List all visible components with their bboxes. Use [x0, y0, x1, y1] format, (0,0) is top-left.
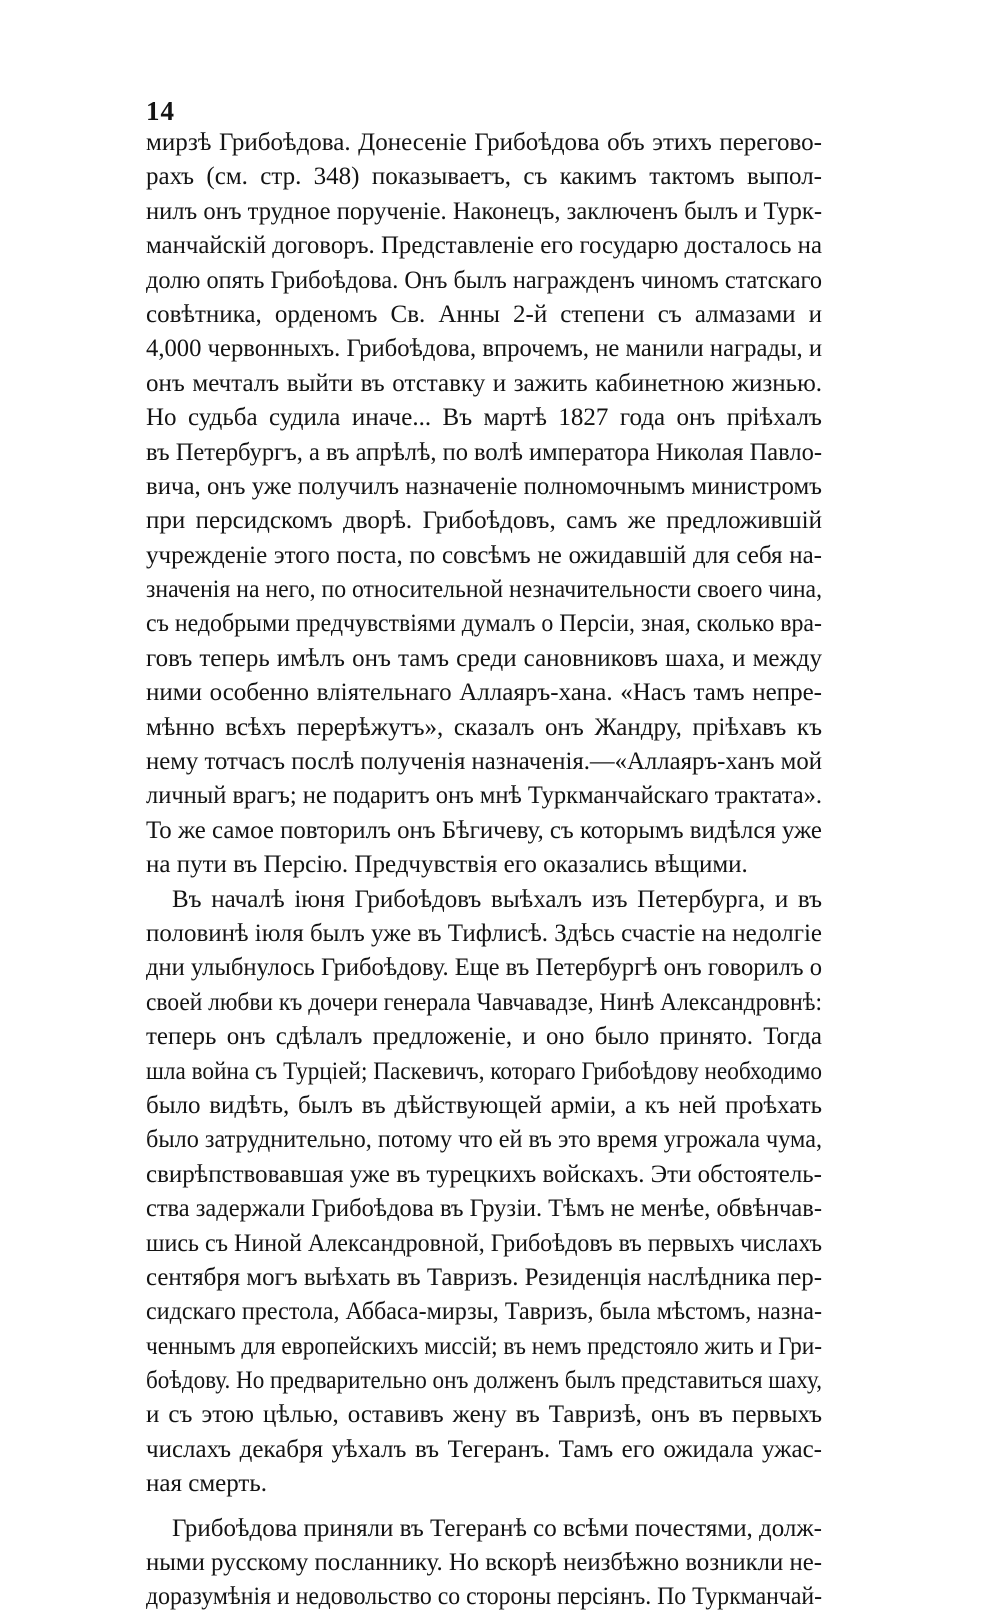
body-text — [146, 126, 822, 1615]
text-line: въ Петербургъ, а въ апрѣлѣ, по волѣ императора Николая Павло- — [146, 438, 822, 466]
text-line: шись съ Ниной Александровной, Грибоѣдовъ въ первыхъ числахъ — [146, 1229, 822, 1257]
text-line: ченнымъ для европейскихъ миссій; въ немъ предстояло жить и Гри- — [146, 1332, 822, 1360]
text-line: говъ теперь имѣлъ онъ тамъ среди сановниковъ шаха, и между — [146, 644, 822, 672]
text-line: было видѣть, былъ въ дѣйствующей арміи, а къ ней проѣхать — [146, 1091, 822, 1119]
text-line: сидскаго престола, Аббаса-мирзы, Тавризъ, была мѣстомъ, назна- — [146, 1298, 822, 1326]
text-line: дни улыбнулось Грибоѣдову. Еще въ Петербургѣ онъ говорилъ о — [146, 954, 822, 982]
text-line: числахъ декабря уѣхалъ въ Тегеранъ. Тамъ его ожидала ужас- — [146, 1435, 822, 1463]
text-line: рахъ (см. стр. 348) показываетъ, съ какимъ тактомъ выпол- — [146, 163, 822, 191]
text-line: учрежденіе этого поста, по совсѣмъ не ожидавшій для себя на- — [146, 541, 822, 569]
text-line: шла война съ Турціей; Паскевичъ, котораго Грибоѣдову необходимо — [146, 1057, 822, 1085]
text-line: долю опять Грибоѣдова. Онъ былъ награжденъ чиномъ статскаго — [146, 266, 822, 294]
text-line: манчайскій договоръ. Представленіе его государю досталось на — [146, 232, 822, 260]
text-line: значенія на него, по относительной незначительности своего чина, — [146, 576, 822, 604]
text-line: онъ мечталъ выйти въ отставку и зажить кабинетною жизнью. — [146, 369, 822, 397]
text-line: сентября могъ выѣхать въ Тавризъ. Резиденція наслѣдника пер- — [146, 1263, 822, 1291]
text-line: ними особенно вліятельнаго Аллаяръ-хана. «Насъ тамъ непре- — [146, 679, 822, 707]
paragraph-gap — [146, 1502, 822, 1512]
text-line: То же самое повторилъ онъ Бѣгичеву, съ которымъ видѣлся уже — [146, 816, 822, 844]
text-line: своей любви къ дочери генерала Чавчавадзе, Нинѣ Александровнѣ: — [146, 988, 822, 1016]
page-number: 14 — [146, 96, 175, 126]
text-line: доразумѣнія и недовольство со стороны персіянъ. По Туркманчай- — [146, 1583, 822, 1611]
text-line: при персидскомъ дворѣ. Грибоѣдовъ, самъ же предложившій — [146, 507, 822, 535]
text-line: совѣтника, орденомъ Св. Анны 2-й степени съ алмазами и — [146, 300, 822, 328]
text-line: было затруднительно, потому что ей въ это время угрожала чума, — [146, 1126, 822, 1154]
text-line: Въ началѣ іюня Грибоѣдовъ выѣхалъ изъ Петербурга, и въ — [172, 885, 822, 913]
text-line: мѣнно всѣхъ перерѣжутъ», сказалъ онъ Жандру, пріѣхавъ къ — [146, 713, 822, 741]
text-line: и съ этою цѣлью, оставивъ жену въ Тавризѣ, онъ въ первыхъ — [146, 1401, 822, 1429]
text-line: 4,000 червонныхъ. Грибоѣдова, впрочемъ, не манили награды, и — [146, 335, 822, 363]
text-line: личный врагъ; не подаритъ онъ мнѣ Туркманчайскаго трактата». — [146, 782, 822, 810]
paragraph — [146, 126, 822, 883]
text-line: мирзѣ Грибоѣдова. Донесеніе Грибоѣдова объ этихъ перегово- — [146, 129, 822, 156]
text-line: Грибоѣдова приняли въ Тегеранѣ со всѣми почестями, долж- — [172, 1514, 822, 1542]
text-line: теперь онъ сдѣлалъ предложеніе, и оно было принято. Тогда — [146, 1023, 822, 1051]
text-line: съ недобрыми предчувствіями думалъ о Персіи, зная, сколько вра- — [146, 610, 822, 638]
text-line: свирѣпствовавшая уже въ турецкихъ войскахъ. Эти обстоятель- — [146, 1160, 822, 1188]
text-line: половинѣ іюля былъ уже въ Тифлисѣ. Здѣсь счастіе на недолгіе — [146, 919, 822, 947]
text-line: ства задержали Грибоѣдова въ Грузіи. Тѣмъ не менѣе, обвѣнчав- — [146, 1195, 822, 1223]
text-line: ная смерть. — [146, 1470, 267, 1498]
text-line: вича, онъ уже получилъ назначеніе полномочнымъ министромъ — [146, 472, 822, 500]
text-line: на пути въ Персію. Предчувствія его оказались вѣщими. — [146, 851, 748, 879]
text-line: Но судьба судила иначе... Въ мартѣ 1827 года онъ пріѣхалъ — [146, 404, 822, 432]
text-line: нилъ онъ трудное порученіе. Наконецъ, заключенъ былъ и Турк- — [146, 197, 822, 225]
text-line: нему тотчасъ послѣ полученія назначенія.—«Аллаяръ-ханъ мой — [146, 748, 822, 776]
text-line: ными русскому посланнику. Но вскорѣ неизбѣжно возникли не- — [146, 1549, 822, 1577]
paragraph — [146, 1512, 822, 1615]
text-line: боѣдову. Но предварительно онъ долженъ былъ представиться шаху, — [146, 1367, 822, 1395]
paragraph — [146, 883, 822, 1502]
